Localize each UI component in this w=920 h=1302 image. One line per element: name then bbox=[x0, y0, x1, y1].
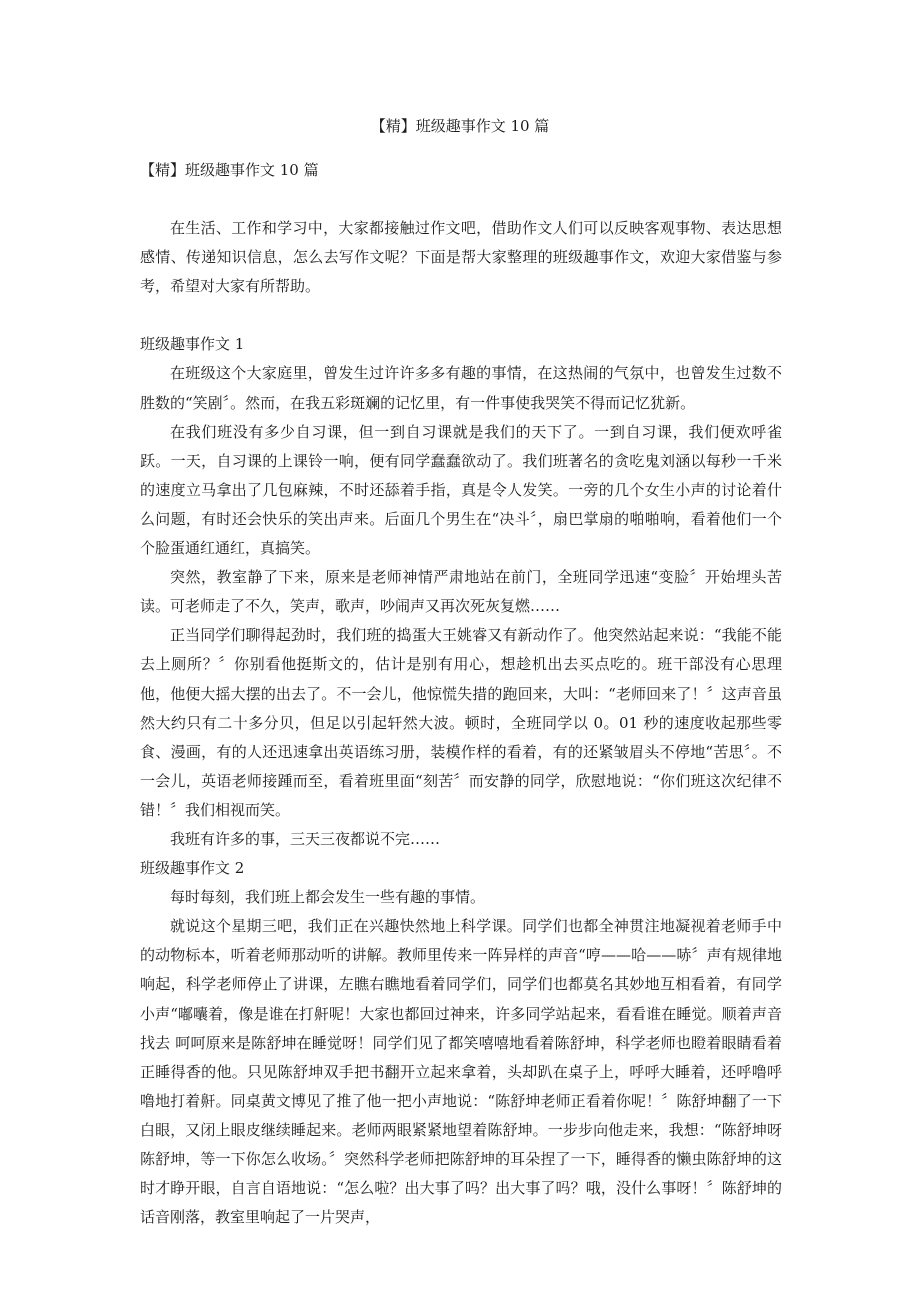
essay-1-paragraph: 我班有许多的事，三天三夜都说不完…… bbox=[170, 829, 441, 848]
essay-2-paragraph: 就说这个星期三吧，我们正在兴趣快然地上科学课。同学们也都全神贯注地凝视着老师手中的动物标本，听着老师那动听的讲解。教师里传来一阵异样的声音“哼——哈——哧〞声有规律地响起，科学老师停止了讲课，左瞧右瞧地看着同学们，同学们也都莫名其妙地互相看着，有同学小声“嘟囔着，像是谁在打鼾呢！大家也都回过神来，许多同学站起来，看看谁在睡觉。顺着声音找去 呵呵原来是陈舒坤在睡觉呀！同学们见了都笑嘻嘻地看着陈舒坤，科学老师也瞪着眼睛看着正睡得香的他。只见陈舒坤双手把书翻开立起来拿着，头却趴在桌子上，呼呼大睡着，还呼噜呼噜地打着鼾。同桌黄文博见了推了他一把小声地说：“陈舒坤老师正看着你呢！〞陈舒坤翻了一下白眼，又闭上眼皮继续睡起来。老师两眼紧紧地望着陈舒坤。一步步向他走来，我想：“陈舒坤呀陈舒坤，等一下你怎么收场。〞突然科学老师把陈舒坤的耳朵捏了一下，睡得香的懒虫陈舒坤的这时才睁开眼，自言自语地说：“怎么啦？出大事了吗？出大事了吗？哦，没什么事呀！〞陈舒坤的话音刚落，教室里响起了一片哭声， bbox=[140, 917, 782, 1227]
essay-2-heading: 班级趣事作文 2 bbox=[140, 859, 245, 878]
essay-1-paragraph: 在我们班没有多少自习课，但一到自习课就是我们的天下了。一到自习课，我们便欢呼雀跃。一天，自习课的上课铃一响，便有同学蠢蠢欲动了。我们班著名的贪吃鬼刘涵以每秒一千米的速度立马拿出了几包麻辣，不时还舔着手指，真是令人发笑。一旁的几个女生小声的讨论着什么问题，有时还会快乐的笑出声来。后面几个男生在“决斗〞，扇巴掌扇的啪啪响，看着他们一个个脸蛋通红通红，真搞笑。 bbox=[140, 422, 782, 558]
essay-1-paragraph: 正当同学们聊得起劲时，我们班的捣蛋大王姚睿又有新动作了。他突然站起来说：“我能不能去上厕所？〞你别看他挺斯文的，估计是别有用心，想趁机出去买点吃的。班干部没有心思理他，他便大摇大摆的出去了。不一会儿，他惊慌失措的跑回来，大叫：“老师回来了！〞这声音虽然大约只有二十多分贝，但足以引起轩然大波。顿时，全班同学以 0。01 秒的速度收起那些零食、漫画，有的人还迅速拿出英语练习册，装模作样的看着，有的还紧皱眉头不停地“苦思〞。不一会儿，英语老师接踵而至，看着班里面“刻苦〞而安静的同学，欣慰地说：“你们班这次纪律不错！〞我们相视而笑。 bbox=[140, 626, 782, 819]
essay-2-paragraph: 每时每刻，我们班上都会发生一些有趣的事情。 bbox=[170, 888, 486, 907]
document-title: 【精】班级趣事作文 10 篇 bbox=[370, 117, 550, 135]
essay-1-paragraph: 突然，教室静了下来，原来是老师神情严肃地站在前门，全班同学迅速“变脸〞开始埋头苦读。可老师走了不久，笑声，歌声，吵闹声又再次死灰复燃…… bbox=[140, 568, 782, 616]
document-subtitle: 【精】班级趣事作文 10 篇 bbox=[140, 161, 319, 179]
intro-paragraph: 在生活、工作和学习中，大家都接触过作文吧，借助作文人们可以反映客观事物、表达思想感情、传递知识信息，怎么去写作文呢？下面是帮大家整理的班级趣事作文，欢迎大家借鉴与参考，希望对大家有所帮助。 bbox=[140, 219, 782, 296]
document-body bbox=[140, 156, 782, 1232]
essay-1-paragraph: 在班级这个大家庭里，曾发生过许许多多有趣的事情，在这热闹的气氛中，也曾发生过数不胜数的“笑剧〞。然而，在我五彩斑斓的记忆里，有一件事使我哭笑不得而记忆犹新。 bbox=[140, 364, 782, 412]
essay-1-heading: 班级趣事作文 1 bbox=[140, 335, 245, 354]
